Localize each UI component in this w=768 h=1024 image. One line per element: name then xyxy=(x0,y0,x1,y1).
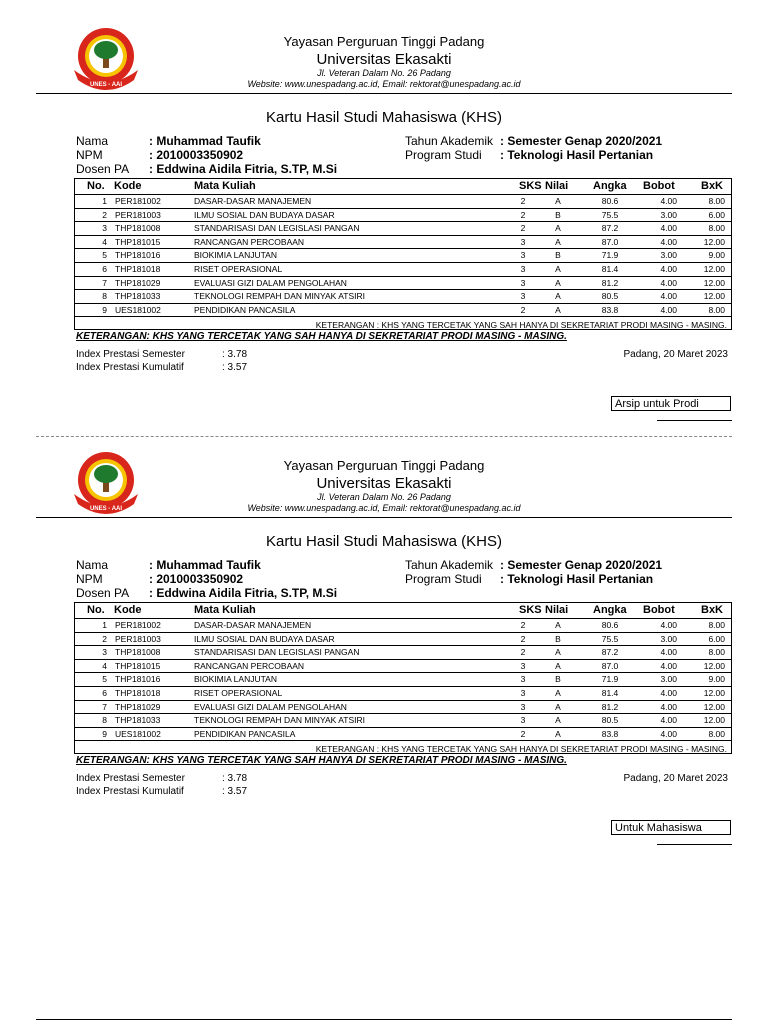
table-row xyxy=(75,194,731,209)
cell-weight: 3.00 xyxy=(660,633,677,644)
cell-bxk: 12.00 xyxy=(703,264,725,274)
cell-no: 8 xyxy=(102,291,107,302)
cell-grade: A xyxy=(555,688,561,698)
advisor-value: : Eddwina Aidila Fitria, S.TP, M.Si xyxy=(149,586,338,600)
cell-no: 4 xyxy=(102,236,107,247)
cell-no: 2 xyxy=(102,209,107,220)
cell-score: 75.5 xyxy=(601,209,619,220)
signature-line xyxy=(657,844,732,845)
cell-code: THP181018 xyxy=(115,264,161,274)
cell-weight: 4.00 xyxy=(660,715,677,726)
ips-value: : 3.78 xyxy=(222,773,248,784)
place-date: Padang, 20 Maret 2023 xyxy=(623,349,728,360)
cell-code: THP181029 xyxy=(115,701,161,712)
cell-weight: 4.00 xyxy=(660,620,677,630)
cell-sks: 3 xyxy=(520,715,526,726)
cell-grade: A xyxy=(555,236,561,247)
cell-bxk: 9.00 xyxy=(708,674,725,685)
program-value: : Teknologi Hasil Pertanian xyxy=(500,572,654,586)
cell-sks: 3 xyxy=(520,250,526,261)
npm-label: NPM xyxy=(76,572,103,586)
table-header xyxy=(75,179,731,195)
foundation-name: Yayasan Perguruan Tinggi Padang xyxy=(283,34,485,49)
cell-sks: 3 xyxy=(520,701,526,712)
cell-score: 80.6 xyxy=(601,620,619,630)
place-date: Padang, 20 Maret 2023 xyxy=(623,773,728,784)
cell-score: 80.6 xyxy=(601,196,619,206)
cell-course: DASAR-DASAR MANAJEMEN xyxy=(194,196,312,206)
advisor-label: Dosen PA xyxy=(76,586,130,600)
logo-text: UNES - AAI xyxy=(89,506,123,512)
academic-year-label: Tahun Akademik xyxy=(405,134,494,148)
cell-no: 5 xyxy=(102,674,107,685)
cell-grade: A xyxy=(555,223,561,234)
cell-sks: 3 xyxy=(520,688,526,698)
table-row xyxy=(75,235,731,250)
table-row xyxy=(75,632,731,647)
cell-weight: 4.00 xyxy=(660,647,677,658)
cell-no: 1 xyxy=(102,196,107,206)
cell-code: THP181016 xyxy=(115,250,161,261)
copy-designation-box xyxy=(611,396,731,411)
advisor-value: : Eddwina Aidila Fitria, S.TP, M.Si xyxy=(149,162,338,176)
cell-score: 75.5 xyxy=(601,633,619,644)
table-header xyxy=(75,603,731,619)
col-code: Kode xyxy=(114,180,142,192)
cell-course: TEKNOLOGI REMPAH DAN MINYAK ATSIRI xyxy=(194,291,365,302)
col-code: Kode xyxy=(114,604,142,616)
col-course: Mata Kuliah xyxy=(194,180,256,192)
col-grade: Nilai xyxy=(545,604,569,616)
cell-weight: 4.00 xyxy=(660,701,677,712)
copy-designation-box xyxy=(611,820,731,835)
table-row xyxy=(75,248,731,263)
table-row xyxy=(75,713,731,728)
cell-sks: 3 xyxy=(520,277,526,288)
cell-grade: A xyxy=(555,715,561,726)
cell-grade: B xyxy=(555,250,561,261)
ipk-value: : 3.57 xyxy=(222,362,248,373)
logo-text: UNES - AAI xyxy=(89,82,123,88)
col-course: Mata Kuliah xyxy=(194,604,256,616)
cell-bxk: 12.00 xyxy=(703,688,725,698)
cell-weight: 4.00 xyxy=(660,277,677,288)
university-website: Website: www.unespadang.ac.id, Email: rektorat@unespadang.ac.id xyxy=(247,503,521,513)
cell-code: THP181008 xyxy=(115,223,161,234)
cell-no: 5 xyxy=(102,250,107,261)
cell-score: 71.9 xyxy=(601,250,619,261)
cell-bxk: 12.00 xyxy=(703,277,725,288)
col-grade: Nilai xyxy=(545,180,569,192)
name-label: Nama xyxy=(76,558,109,572)
cell-score: 80.5 xyxy=(601,291,619,302)
cell-code: THP181018 xyxy=(115,688,161,698)
foundation-name: Yayasan Perguruan Tinggi Padang xyxy=(283,458,485,473)
advisor-label: Dosen PA xyxy=(76,162,130,176)
cell-sks: 3 xyxy=(520,236,526,247)
cell-bxk: 6.00 xyxy=(708,209,725,220)
npm-value: : 2010003350902 xyxy=(149,572,244,586)
academic-year-value: : Semester Genap 2020/2021 xyxy=(500,134,663,148)
name-label: Nama xyxy=(76,134,109,148)
ips-label: Index Prestasi Semester xyxy=(76,773,185,784)
cell-no: 9 xyxy=(102,304,107,315)
cell-sks: 2 xyxy=(520,728,526,739)
cell-course: PENDIDIKAN PANCASILA xyxy=(194,728,296,739)
cell-score: 87.2 xyxy=(601,223,619,234)
cell-code: UES181002 xyxy=(115,728,161,739)
table-row xyxy=(75,672,731,687)
cell-no: 9 xyxy=(102,728,107,739)
cell-weight: 4.00 xyxy=(660,728,677,739)
cell-bxk: 12.00 xyxy=(703,236,725,247)
cell-grade: A xyxy=(555,291,561,302)
cell-code: PER181002 xyxy=(115,620,161,630)
cell-sks: 3 xyxy=(520,660,526,671)
col-sks: SKS xyxy=(519,604,542,616)
header-divider xyxy=(36,517,732,518)
table-row xyxy=(75,618,731,633)
footer-line xyxy=(36,1019,732,1020)
table-row xyxy=(75,221,731,236)
cell-code: THP181033 xyxy=(115,715,161,726)
cell-bxk: 8.00 xyxy=(708,728,725,739)
col-score: Angka xyxy=(593,604,627,616)
table-row xyxy=(75,659,731,674)
cell-score: 81.2 xyxy=(601,701,619,712)
ipk-value: : 3.57 xyxy=(222,786,248,797)
col-weight: Bobot xyxy=(643,180,675,192)
name-value: : Muhammad Taufik xyxy=(149,134,261,148)
signature-line xyxy=(657,420,732,421)
cell-sks: 2 xyxy=(520,633,526,644)
remark-text: KETERANGAN: KHS YANG TERCETAK YANG SAH HANYA DI SEKRETARIAT PRODI MASING - MASING. xyxy=(76,755,567,766)
university-address: Jl. Veteran Dalam No. 26 Padang xyxy=(317,68,451,78)
khs-copy-prodi xyxy=(0,0,768,420)
cell-grade: A xyxy=(555,620,561,630)
cell-bxk: 12.00 xyxy=(703,715,725,726)
col-no: No. xyxy=(87,604,105,616)
khs-copy-student xyxy=(0,424,768,844)
ips-value: : 3.78 xyxy=(222,349,248,360)
cell-code: THP181029 xyxy=(115,277,161,288)
cell-grade: A xyxy=(555,277,561,288)
cell-sks: 3 xyxy=(520,264,526,274)
cell-weight: 3.00 xyxy=(660,250,677,261)
cell-sks: 2 xyxy=(520,304,526,315)
cell-code: THP181008 xyxy=(115,647,161,658)
cell-bxk: 12.00 xyxy=(703,660,725,671)
cell-no: 1 xyxy=(102,620,107,630)
grades-table xyxy=(74,602,732,754)
table-note: KETERANGAN : KHS YANG TERCETAK YANG SAH HANYA DI SEKRETARIAT PRODI MASING - MASING. xyxy=(315,744,727,754)
copy-designation: Arsip untuk Prodi xyxy=(615,398,699,410)
university-name: Universitas Ekasakti xyxy=(316,475,452,492)
cell-course: BIOKIMIA LANJUTAN xyxy=(194,674,277,685)
col-sks: SKS xyxy=(519,180,542,192)
cell-score: 87.0 xyxy=(601,236,619,247)
table-row xyxy=(75,686,731,701)
cell-bxk: 12.00 xyxy=(703,291,725,302)
cell-score: 80.5 xyxy=(601,715,619,726)
cell-score: 71.9 xyxy=(601,674,619,685)
cell-weight: 4.00 xyxy=(660,660,677,671)
cell-bxk: 8.00 xyxy=(708,647,725,658)
cell-no: 8 xyxy=(102,715,107,726)
col-bxk: BxK xyxy=(701,604,724,616)
cell-no: 3 xyxy=(102,647,107,658)
cell-no: 2 xyxy=(102,633,107,644)
cell-sks: 2 xyxy=(520,196,526,206)
cell-no: 6 xyxy=(102,688,107,698)
header-divider xyxy=(36,93,732,94)
cell-course: PENDIDIKAN PANCASILA xyxy=(194,304,296,315)
cell-bxk: 8.00 xyxy=(708,196,725,206)
cell-bxk: 12.00 xyxy=(703,701,725,712)
col-score: Angka xyxy=(593,180,627,192)
cell-weight: 3.00 xyxy=(660,674,677,685)
table-row xyxy=(75,727,731,742)
cell-sks: 3 xyxy=(520,674,526,685)
cell-course: TEKNOLOGI REMPAH DAN MINYAK ATSIRI xyxy=(194,715,365,726)
cell-course: EVALUASI GIZI DALAM PENGOLAHAN xyxy=(194,277,347,288)
table-row xyxy=(75,303,731,318)
document-title: Kartu Hasil Studi Mahasiswa (KHS) xyxy=(266,533,502,550)
cell-sks: 2 xyxy=(520,223,526,234)
cell-score: 83.8 xyxy=(601,728,619,739)
name-value: : Muhammad Taufik xyxy=(149,558,261,572)
npm-value: : 2010003350902 xyxy=(149,148,244,162)
cell-bxk: 8.00 xyxy=(708,620,725,630)
cell-score: 81.2 xyxy=(601,277,619,288)
university-name: Universitas Ekasakti xyxy=(316,51,452,68)
copy-designation: Untuk Mahasiswa xyxy=(615,822,702,834)
ipk-label: Index Prestasi Kumulatif xyxy=(76,362,184,373)
cell-weight: 4.00 xyxy=(660,196,677,206)
cell-no: 4 xyxy=(102,660,107,671)
cell-grade: A xyxy=(555,196,561,206)
university-address: Jl. Veteran Dalam No. 26 Padang xyxy=(317,492,451,502)
cell-course: BIOKIMIA LANJUTAN xyxy=(194,250,277,261)
cell-grade: B xyxy=(555,633,561,644)
cell-score: 81.4 xyxy=(601,688,619,698)
cell-score: 87.0 xyxy=(601,660,619,671)
cell-course: ILMU SOSIAL DAN BUDAYA DASAR xyxy=(194,633,335,644)
cell-sks: 2 xyxy=(520,620,526,630)
cell-weight: 3.00 xyxy=(660,209,677,220)
cell-sks: 2 xyxy=(520,647,526,658)
table-row xyxy=(75,645,731,660)
table-row xyxy=(75,276,731,291)
cell-course: STANDARISASI DAN LEGISLASI PANGAN xyxy=(194,647,360,658)
cell-no: 7 xyxy=(102,701,107,712)
cut-line xyxy=(36,436,732,437)
cell-course: EVALUASI GIZI DALAM PENGOLAHAN xyxy=(194,701,347,712)
ips-label: Index Prestasi Semester xyxy=(76,349,185,360)
cell-no: 3 xyxy=(102,223,107,234)
cell-course: RISET OPERASIONAL xyxy=(194,264,283,274)
cell-grade: B xyxy=(555,674,561,685)
cell-sks: 2 xyxy=(520,209,526,220)
cell-bxk: 8.00 xyxy=(708,304,725,315)
cell-score: 83.8 xyxy=(601,304,619,315)
cell-grade: A xyxy=(555,701,561,712)
program-label: Program Studi xyxy=(405,572,482,586)
cell-grade: A xyxy=(555,728,561,739)
cell-weight: 4.00 xyxy=(660,291,677,302)
table-row xyxy=(75,289,731,304)
cell-course: RANCANGAN PERCOBAAN xyxy=(194,660,305,671)
grades-table xyxy=(74,178,732,330)
cell-code: THP181033 xyxy=(115,291,161,302)
cell-bxk: 9.00 xyxy=(708,250,725,261)
npm-label: NPM xyxy=(76,148,103,162)
cell-course: RISET OPERASIONAL xyxy=(194,688,283,698)
cell-weight: 4.00 xyxy=(660,264,677,274)
cell-score: 81.4 xyxy=(601,264,619,274)
col-no: No. xyxy=(87,180,105,192)
cell-course: RANCANGAN PERCOBAAN xyxy=(194,236,305,247)
cell-code: PER181003 xyxy=(115,209,161,220)
cell-code: PER181002 xyxy=(115,196,161,206)
cell-code: THP181015 xyxy=(115,236,161,247)
cell-grade: B xyxy=(555,209,561,220)
university-website: Website: www.unespadang.ac.id, Email: rektorat@unespadang.ac.id xyxy=(247,79,521,89)
cell-code: PER181003 xyxy=(115,633,161,644)
cell-bxk: 6.00 xyxy=(708,633,725,644)
table-note: KETERANGAN : KHS YANG TERCETAK YANG SAH HANYA DI SEKRETARIAT PRODI MASING - MASING. xyxy=(315,320,727,330)
cell-grade: A xyxy=(555,647,561,658)
cell-code: UES181002 xyxy=(115,304,161,315)
cell-score: 87.2 xyxy=(601,647,619,658)
cell-weight: 4.00 xyxy=(660,304,677,315)
ipk-label: Index Prestasi Kumulatif xyxy=(76,786,184,797)
program-label: Program Studi xyxy=(405,148,482,162)
col-weight: Bobot xyxy=(643,604,675,616)
cell-code: THP181016 xyxy=(115,674,161,685)
academic-year-label: Tahun Akademik xyxy=(405,558,494,572)
program-value: : Teknologi Hasil Pertanian xyxy=(500,148,654,162)
table-row xyxy=(75,700,731,715)
cell-weight: 4.00 xyxy=(660,688,677,698)
cell-bxk: 8.00 xyxy=(708,223,725,234)
cell-weight: 4.00 xyxy=(660,223,677,234)
cell-no: 7 xyxy=(102,277,107,288)
cell-course: ILMU SOSIAL DAN BUDAYA DASAR xyxy=(194,209,335,220)
academic-year-value: : Semester Genap 2020/2021 xyxy=(500,558,663,572)
table-row xyxy=(75,208,731,223)
cell-course: STANDARISASI DAN LEGISLASI PANGAN xyxy=(194,223,360,234)
cell-grade: A xyxy=(555,660,561,671)
cell-grade: A xyxy=(555,264,561,274)
cell-no: 6 xyxy=(102,264,107,274)
col-bxk: BxK xyxy=(701,180,724,192)
remark-text: KETERANGAN: KHS YANG TERCETAK YANG SAH HANYA DI SEKRETARIAT PRODI MASING - MASING. xyxy=(76,331,567,342)
cell-grade: A xyxy=(555,304,561,315)
cell-course: DASAR-DASAR MANAJEMEN xyxy=(194,620,312,630)
document-title: Kartu Hasil Studi Mahasiswa (KHS) xyxy=(266,109,502,126)
cell-weight: 4.00 xyxy=(660,236,677,247)
cell-code: THP181015 xyxy=(115,660,161,671)
table-row xyxy=(75,262,731,277)
cell-sks: 3 xyxy=(520,291,526,302)
